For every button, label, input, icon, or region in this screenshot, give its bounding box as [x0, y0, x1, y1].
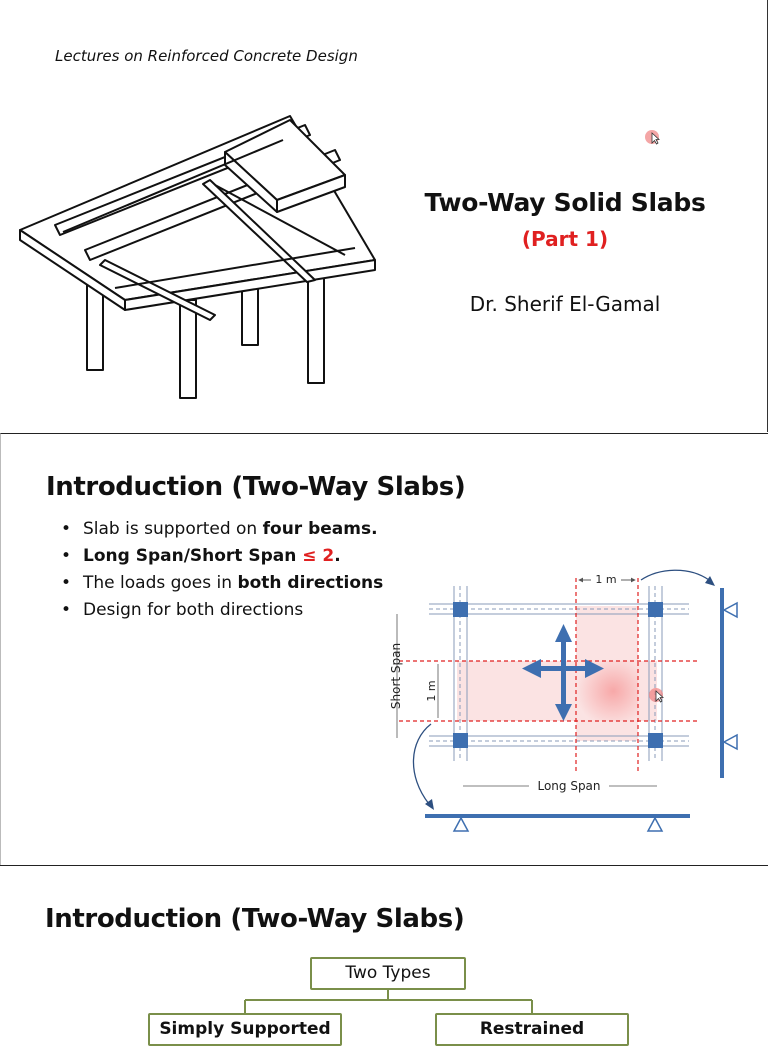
box-label: Restrained [479, 1019, 585, 1039]
pointer-cursor-icon [647, 686, 667, 706]
one-meter-side-label: 1 m [425, 680, 438, 702]
list-item: • Slab is supported on four beams. [61, 516, 383, 543]
lecture-series-label: Lectures on Reinforced Concrete Design [55, 47, 358, 65]
types-slide [0, 865, 768, 1039]
box-label: Two Types [345, 963, 431, 983]
two-types-box [310, 957, 466, 990]
long-span-label: Long Span [537, 779, 601, 793]
one-meter-top-label: 1 m [595, 573, 617, 586]
list-item: • The loads goes in both directions [61, 570, 383, 597]
presentation-title: Two-Way Solid Slabs [424, 188, 706, 217]
pointer-cursor-icon [643, 128, 663, 148]
slab-isometric-illustration [15, 110, 385, 405]
tree-connectors [0, 866, 768, 1025]
box-label: Simply Supported [159, 1019, 331, 1039]
bullet-list [61, 516, 383, 624]
intro-slide [0, 433, 768, 865]
part-label: (Part 1) [521, 227, 609, 251]
simply-supported-box [148, 1013, 342, 1046]
two-way-slab-diagram [379, 566, 764, 861]
list-item: • Long Span/Short Span ≤ 2. [61, 543, 383, 570]
title-slide [0, 0, 768, 432]
author-name: Dr. Sherif El-Gamal [469, 292, 661, 316]
short-span-label: Short Span [389, 642, 403, 710]
list-item: • Design for both directions [61, 597, 383, 624]
restrained-box [435, 1013, 629, 1046]
slide-heading: Introduction (Two-Way Slabs) [45, 904, 465, 934]
slide-heading: Introduction (Two-Way Slabs) [46, 472, 466, 502]
